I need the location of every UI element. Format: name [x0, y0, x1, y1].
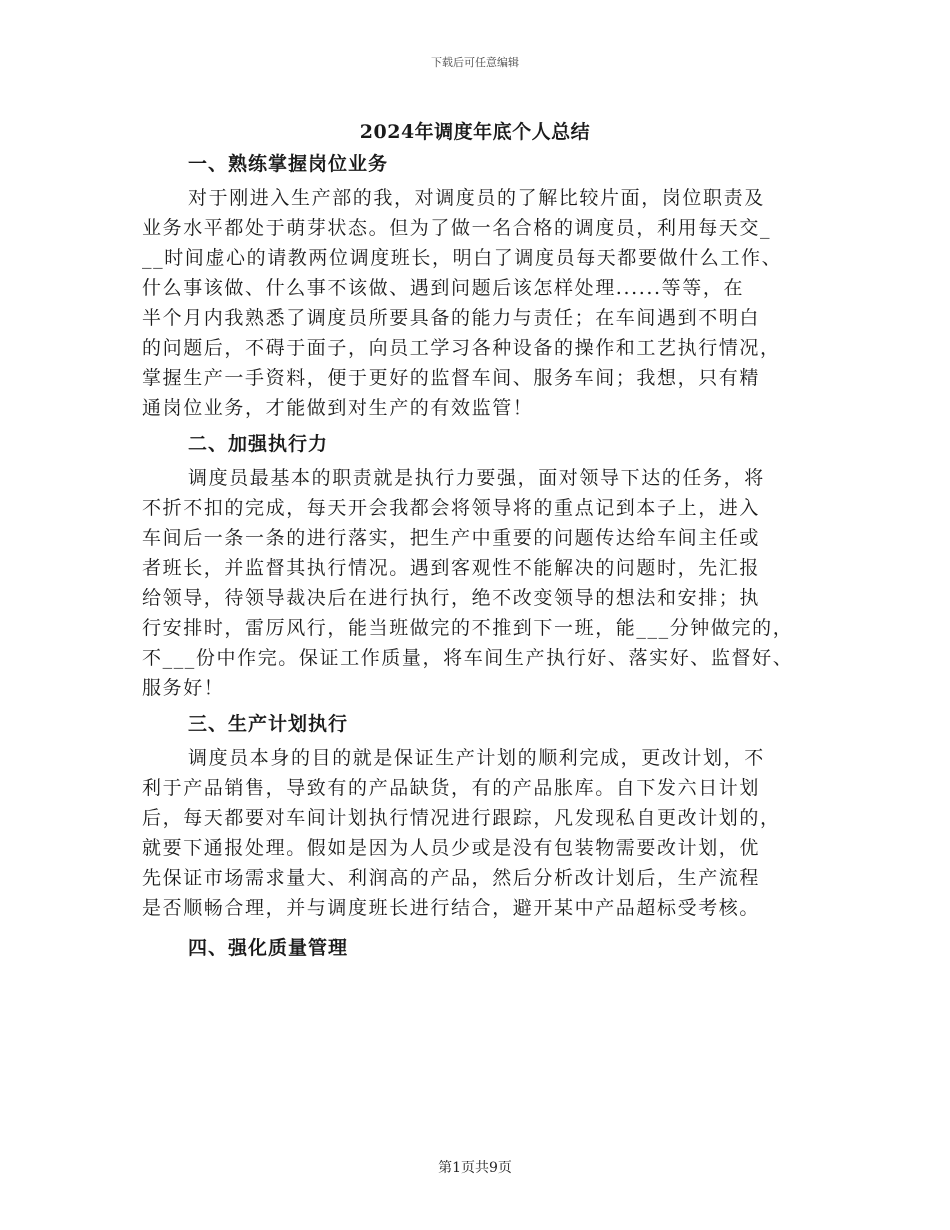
text-line: 车间后一条一条的进行落实，把生产中重要的问题传达给车间主任或 [142, 527, 761, 549]
document-title: 2024年调度年底个人总结 [359, 121, 591, 143]
text-line: 调度员本身的目的就是保证生产计划的顺利完成，更改计划，不 [188, 747, 765, 769]
section-heading: 三、生产计划执行 [188, 713, 349, 735]
text-line: 后，每天都要对车间计划执行情况进行跟踪，凡发现私自更改计划的， [142, 807, 781, 829]
text-line: 业务水平都处于萌芽状态。但为了做一名合格的调度员，利用每天交_ [142, 217, 772, 239]
section-4 [142, 931, 814, 965]
paragraph [142, 463, 814, 703]
text-line: 对于刚进入生产部的我，对调度员的了解比较片面，岗位职责及 [188, 187, 765, 209]
text-line: 行安排时，雷厉风行，能当班做完的不推到下一班，能___分钟做完的， [142, 617, 794, 639]
text-line: 先保证市场需求量大、利润高的产品，然后分析改计划后，生产流程 [142, 867, 761, 889]
text-line: 调度员最基本的职责就是执行力要强，面对领导下达的任务，将 [188, 467, 765, 489]
text-line: 给领导，待领导裁决后在进行执行，绝不改变领导的想法和安排；执 [142, 587, 761, 609]
text-line: 服务好！ [142, 677, 225, 699]
text-line: 者班长，并监督其执行情况。遇到客观性不能解决的问题时，先汇报 [142, 557, 761, 579]
text-line: 利于产品销售，导致有的产品缺货，有的产品胀库。自下发六日计划 [142, 777, 761, 799]
text-line: 是否顺畅合理，并与调度班长进行结合，避开某中产品超标受考核。 [142, 897, 761, 919]
paragraph [142, 743, 814, 923]
section-heading: 四、强化质量管理 [188, 937, 349, 959]
text-line: 半个月内我熟悉了调度员所要具备的能力与责任；在车间遇到不明白 [142, 307, 761, 329]
paragraph [142, 183, 814, 423]
section-2 [142, 427, 814, 703]
section-3 [142, 707, 814, 923]
page-number: 第1页共9页 [438, 1160, 512, 1176]
text-line: 什么事该做、什么事不该做、遇到问题后该怎样处理......等等，在 [142, 277, 745, 299]
text-line: 不___份中作完。保证工作质量，将车间生产执行好、落实好、监督好、 [142, 647, 794, 669]
page-header-note: 下载后可任意编辑 [431, 56, 519, 69]
text-line: 不折不扣的完成，每天开会我都会将领导将的重点记到本子上，进入 [142, 497, 761, 519]
text-line: 通岗位业务，才能做到对生产的有效监管！ [142, 397, 534, 419]
text-line: 就要下通报处理。假如是因为人员少或是没有包装物需要改计划，优 [142, 837, 761, 859]
section-heading: 一、熟练掌握岗位业务 [188, 153, 389, 175]
section-heading: 二、加强执行力 [188, 433, 329, 455]
section-1 [142, 147, 814, 423]
document-body [142, 147, 814, 965]
text-line: 的问题后，不碍于面子，向员工学习各种设备的操作和工艺执行情况， [142, 337, 781, 359]
text-line: 掌握生产一手资料，便于更好的监督车间、服务车间；我想，只有精 [142, 367, 761, 389]
text-line: __时间虚心的请教两位调度班长，明白了调度员每天都要做什么工作、 [142, 247, 783, 269]
